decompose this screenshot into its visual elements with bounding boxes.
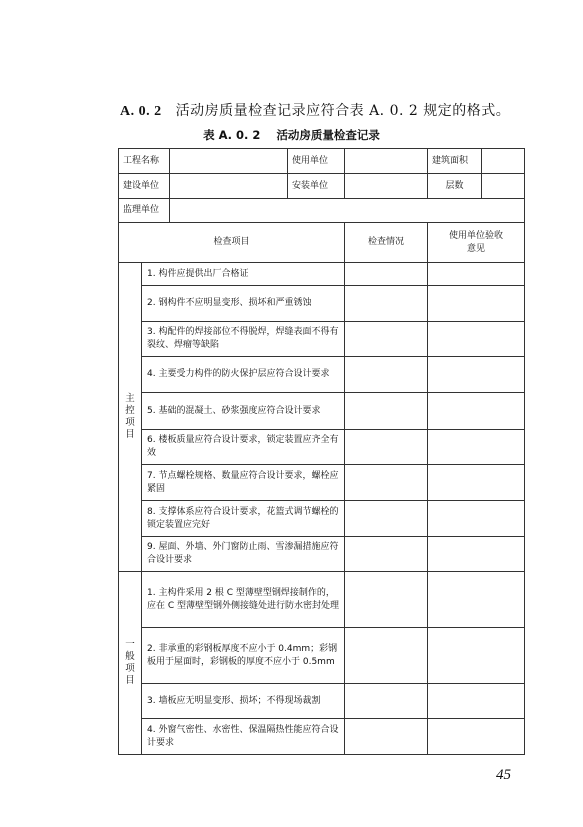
acceptance-cell[interactable] (428, 628, 525, 684)
acceptance-cell[interactable] (428, 393, 525, 430)
acceptance-column-header (428, 223, 525, 263)
status-cell[interactable] (345, 322, 428, 357)
project-name-field[interactable] (170, 149, 288, 174)
acceptance-cell[interactable] (428, 465, 525, 501)
status-cell[interactable] (345, 430, 428, 465)
floors-label: 层数 (428, 174, 482, 199)
construction-unit-field[interactable] (170, 174, 288, 199)
acceptance-cell[interactable] (428, 719, 525, 755)
info-row-2 (119, 174, 525, 199)
main-control-item: 1. 构件应提供出厂合格证 (142, 263, 345, 286)
install-unit-field[interactable] (345, 174, 428, 199)
main-control-item: 3. 构配件的焊接部位不得脱焊，焊缝表面不得有裂纹、焊瘤等缺陷 (142, 322, 345, 357)
acceptance-cell[interactable] (428, 501, 525, 537)
table-row (119, 628, 525, 684)
page-number: 45 (496, 767, 511, 783)
supervision-unit-label: 监理单位 (119, 199, 170, 223)
main-control-item: 8. 支撑体系应符合设计要求，花篮式调节螺栓的锁定装置应完好 (142, 501, 345, 537)
main-control-group-label (119, 263, 142, 572)
general-group-label (119, 572, 142, 755)
table-row (119, 572, 525, 628)
acceptance-cell[interactable] (428, 286, 525, 322)
info-row-3 (119, 199, 525, 223)
column-header-row (119, 223, 525, 263)
status-cell[interactable] (345, 684, 428, 719)
status-cell[interactable] (345, 572, 428, 628)
construction-unit-label: 建设单位 (119, 174, 170, 199)
status-cell[interactable] (345, 537, 428, 572)
info-row-1 (119, 149, 525, 174)
general-item: 2. 非承重的彩钢板厚度不应小于 0.4mm；彩钢板用于屋面时，彩钢板的厚度不应小于 0.5mm (142, 628, 345, 684)
user-unit-label: 使用单位 (288, 149, 345, 174)
status-cell[interactable] (345, 393, 428, 430)
table-row (119, 357, 525, 393)
status-cell[interactable] (345, 719, 428, 755)
main-control-item: 5. 基础的混凝土、砂浆强度应符合设计要求 (142, 393, 345, 430)
acceptance-cell[interactable] (428, 322, 525, 357)
status-cell[interactable] (345, 628, 428, 684)
main-control-item: 9. 屋面、外墙、外门窗防止雨、雪渗漏措施应符合设计要求 (142, 537, 345, 572)
status-cell[interactable] (345, 286, 428, 322)
building-area-field[interactable] (482, 149, 525, 174)
table-row (119, 263, 525, 286)
general-item: 1. 主构件采用 2 根 C 型薄壁型钢焊接制作的，应在 C 型薄壁型钢外侧接缝处进行防水密封处理 (142, 572, 345, 628)
table-row (119, 322, 525, 357)
table-row (119, 286, 525, 322)
table-number: 表 A. 0. 2 (203, 128, 261, 142)
main-control-label: 主控项目 (125, 392, 135, 440)
section-number: A. 0. 2 (120, 104, 162, 119)
supervision-unit-field[interactable] (170, 199, 525, 223)
table-caption (0, 127, 583, 143)
status-cell[interactable] (345, 501, 428, 537)
acceptance-cell[interactable] (428, 357, 525, 393)
table-row (119, 684, 525, 719)
status-column-header: 检查情况 (345, 223, 428, 263)
section-text: 活动房质量检查记录应符合表 A. 0. 2 规定的格式。 (175, 103, 511, 119)
acceptance-cell[interactable] (428, 263, 525, 286)
table-row (119, 430, 525, 465)
main-control-item: 7. 节点螺栓规格、数量应符合设计要求，螺栓应紧固 (142, 465, 345, 501)
acceptance-cell[interactable] (428, 537, 525, 572)
status-cell[interactable] (345, 357, 428, 393)
table-row (119, 501, 525, 537)
general-item: 3. 墙板应无明显变形、损坏；不得现场裁割 (142, 684, 345, 719)
table-row (119, 465, 525, 501)
install-unit-label: 安装单位 (288, 174, 345, 199)
main-control-item: 4. 主要受力构件的防火保护层应符合设计要求 (142, 357, 345, 393)
floors-field[interactable] (482, 174, 525, 199)
item-column-header: 检查项目 (119, 223, 345, 263)
general-item: 4. 外窗气密性、水密性、保温隔热性能应符合设计要求 (142, 719, 345, 755)
table-row (119, 719, 525, 755)
table-title: 活动房质量检查记录 (276, 128, 380, 142)
project-name-label: 工程名称 (119, 149, 170, 174)
section-heading (120, 100, 510, 120)
status-cell[interactable] (345, 263, 428, 286)
main-control-item: 6. 楼板质量应符合设计要求，锁定装置应齐全有效 (142, 430, 345, 465)
inspection-record-table (118, 148, 525, 755)
main-control-item: 2. 钢构件不应明显变形、损坏和严重锈蚀 (142, 286, 345, 322)
status-cell[interactable] (345, 465, 428, 501)
user-unit-field[interactable] (345, 149, 428, 174)
acceptance-cell[interactable] (428, 684, 525, 719)
acceptance-cell[interactable] (428, 430, 525, 465)
table-row (119, 393, 525, 430)
table-row (119, 537, 525, 572)
general-label: 一般项目 (125, 638, 135, 686)
acceptance-cell[interactable] (428, 572, 525, 628)
acceptance-header-text: 使用单位验收意见 (449, 230, 504, 254)
building-area-label: 建筑面积 (428, 149, 482, 174)
